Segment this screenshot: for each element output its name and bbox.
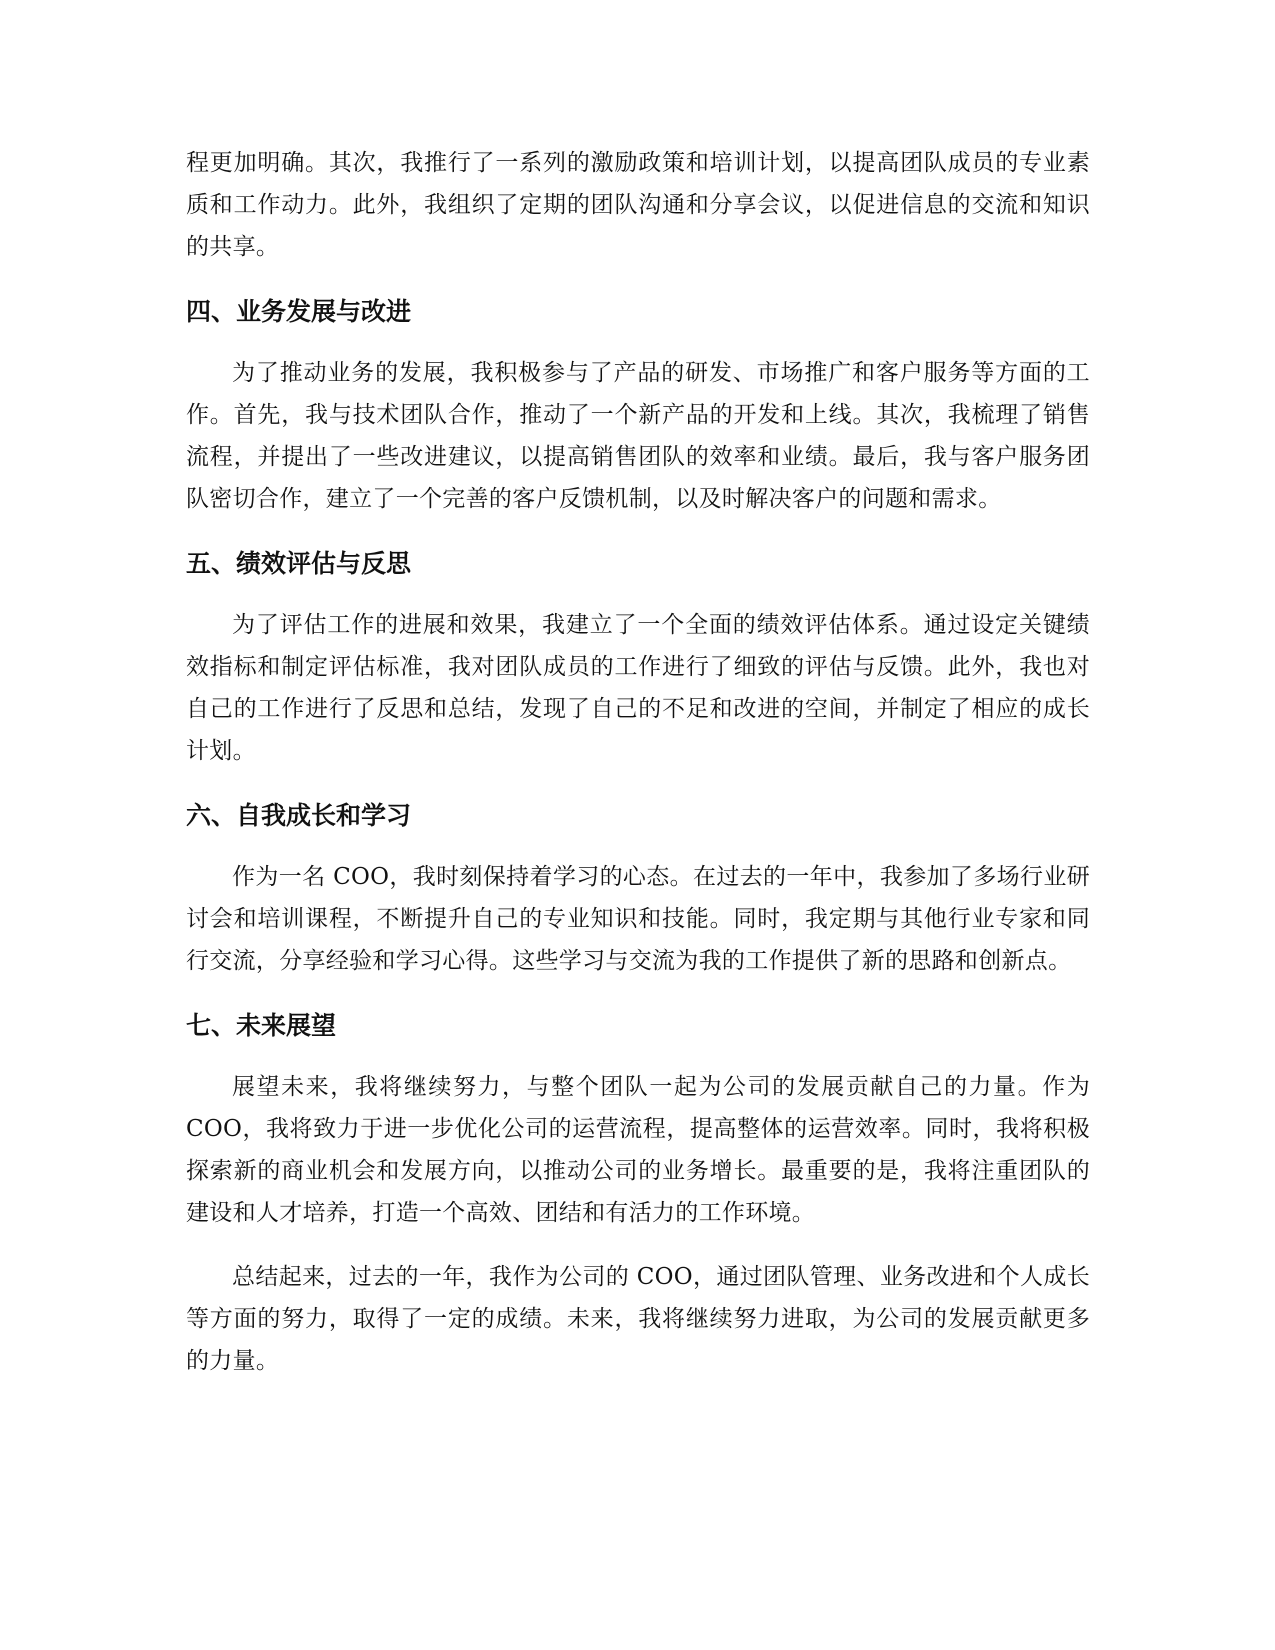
section-heading-performance: 五、绩效评估与反思 (186, 549, 412, 578)
intro-paragraph: 程更加明确。其次，我推行了一系列的激励政策和培训计划，以提高团队成员的专业素质和工作动力。此外，我组织了定期的团队沟通和分享会议，以促进信息的交流和知识的共享。 (186, 150, 1090, 260)
section-heading-growth: 六、自我成长和学习 (186, 801, 412, 830)
section-heading-business: 四、业务发展与改进 (186, 297, 412, 326)
conclusion-paragraph: 总结起来，过去的一年，我作为公司的 COO，通过团队管理、业务改进和个人成长等方面的努力，取得了一定的成绩。未来，我将继续努力进取，为公司的发展贡献更多的力量。 (186, 1264, 1090, 1374)
section-paragraph-business: 为了推动业务的发展，我积极参与了产品的研发、市场推广和客户服务等方面的工作。首先，我与技术团队合作，推动了一个新产品的开发和上线。其次，我梳理了销售流程，并提出了一些改进建议，以提高销售团队的效率和业绩。最后，我与客户服务团队密切合作，建立了一个完善的客户反馈机制，以及时解决客户的问题和需求。 (186, 360, 1090, 512)
section-paragraph-performance: 为了评估工作的进展和效果，我建立了一个全面的绩效评估体系。通过设定关键绩效指标和制定评估标准，我对团队成员的工作进行了细致的评估与反馈。此外，我也对自己的工作进行了反思和总结，发现了自己的不足和改进的空间，并制定了相应的成长计划。 (186, 612, 1090, 764)
section-heading-outlook: 七、未来展望 (186, 1011, 337, 1040)
section-paragraph-outlook: 展望未来，我将继续努力，与整个团队一起为公司的发展贡献自己的力量。作为 COO，我将致力于进一步优化公司的运营流程，提高整体的运营效率。同时，我将积极探索新的商业机会和发展方向，以推动公司的业务增长。最重要的是，我将注重团队的建设和人才培养，打造一个高效、团结和有活力的工作环境。 (186, 1074, 1090, 1226)
section-paragraph-growth: 作为一名 COO，我时刻保持着学习的心态。在过去的一年中，我参加了多场行业研讨会和培训课程，不断提升自己的专业知识和技能。同时，我定期与其他行业专家和同行交流，分享经验和学习心得。这些学习与交流为我的工作提供了新的思路和创新点。 (186, 864, 1090, 974)
document-body (186, 142, 1090, 1382)
